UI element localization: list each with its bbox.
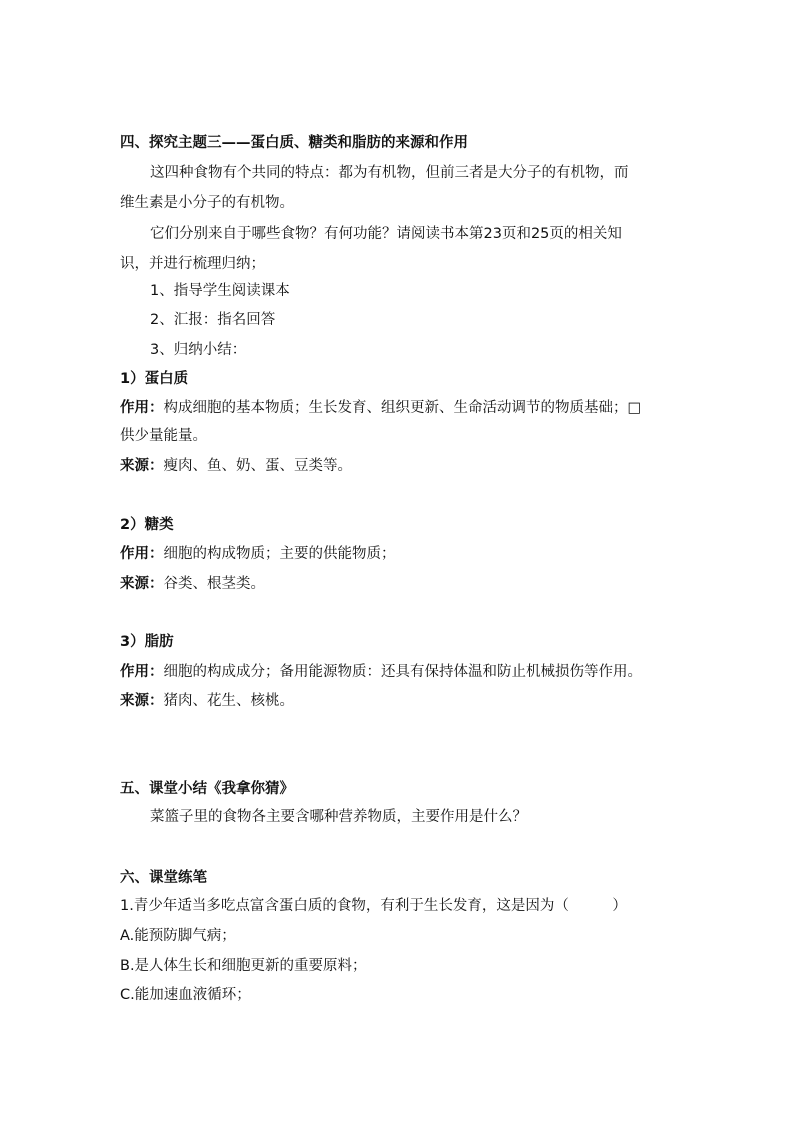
paragraph: 它们分别来自于哪些食物？有何功能？请阅读书本第23页和25页的相关知 [150,226,622,242]
fat-function [120,662,642,682]
source-text: 猪肉、花生、核桃。 [163,693,294,709]
function-text: 细胞的构成物质；主要的供能物质； [163,546,396,562]
source-text: 谷类、根茎类。 [163,576,265,592]
protein-function-cont: 供少量能量。 [120,428,207,444]
sugar-source [120,574,265,594]
list-item: 1、指导学生阅读课本 [150,283,290,299]
function-label: 作用： [120,664,164,680]
option-c: C.能加速血液循环； [120,987,251,1003]
function-label: 作用： [120,546,164,562]
source-text: 瘦肉、鱼、奶、蛋、豆类等。 [163,458,352,474]
protein-heading: 1）蛋白质 [120,371,189,387]
paragraph: 菜篮子里的食物各主要含哪种营养物质，主要作用是什么？ [150,809,527,825]
fat-source [120,691,294,711]
sugar-function [120,544,396,564]
section5-heading: 五、课堂小结《我拿你猜》 [120,781,294,797]
option-b: B.是人体生长和细胞更新的重要原料； [120,958,367,974]
function-text: 细胞的构成成分；备用能源物质：还具有保持体温和防止机械损伤等作用。 [163,664,642,680]
fat-heading: 3）脂肪 [120,634,174,650]
sugar-heading: 2）糖类 [120,517,174,533]
function-label: 作用： [120,400,164,416]
paragraph: 维生素是小分子的有机物。 [120,195,294,211]
section6-heading: 六、课堂练笔 [120,870,207,886]
paragraph: 识，并进行梳理归纳； [120,256,265,272]
source-label: 来源： [120,576,164,592]
paragraph: 这四种食物有个共同的特点：都为有机物，但前三者是大分子的有机物，而 [150,165,629,181]
list-item: 2、汇报：指名回答 [150,312,276,328]
section4-heading: 四、探究主题三——蛋白质、糖类和脂肪的来源和作用 [120,135,468,151]
function-text: 构成细胞的基本物质；生长发育、组织更新、生命活动调节的物质基础；□ [163,400,642,416]
protein-function [120,398,641,418]
source-label: 来源： [120,693,164,709]
source-label: 来源： [120,458,164,474]
option-a: A.能预防脚气病； [120,928,236,944]
question-1: 1.青少年适当多吃点富含蛋白质的食物，有利于生长发育，这是因为（ ） [120,898,627,914]
protein-source [120,456,352,476]
list-item: 3、归纳小结： [150,342,247,358]
